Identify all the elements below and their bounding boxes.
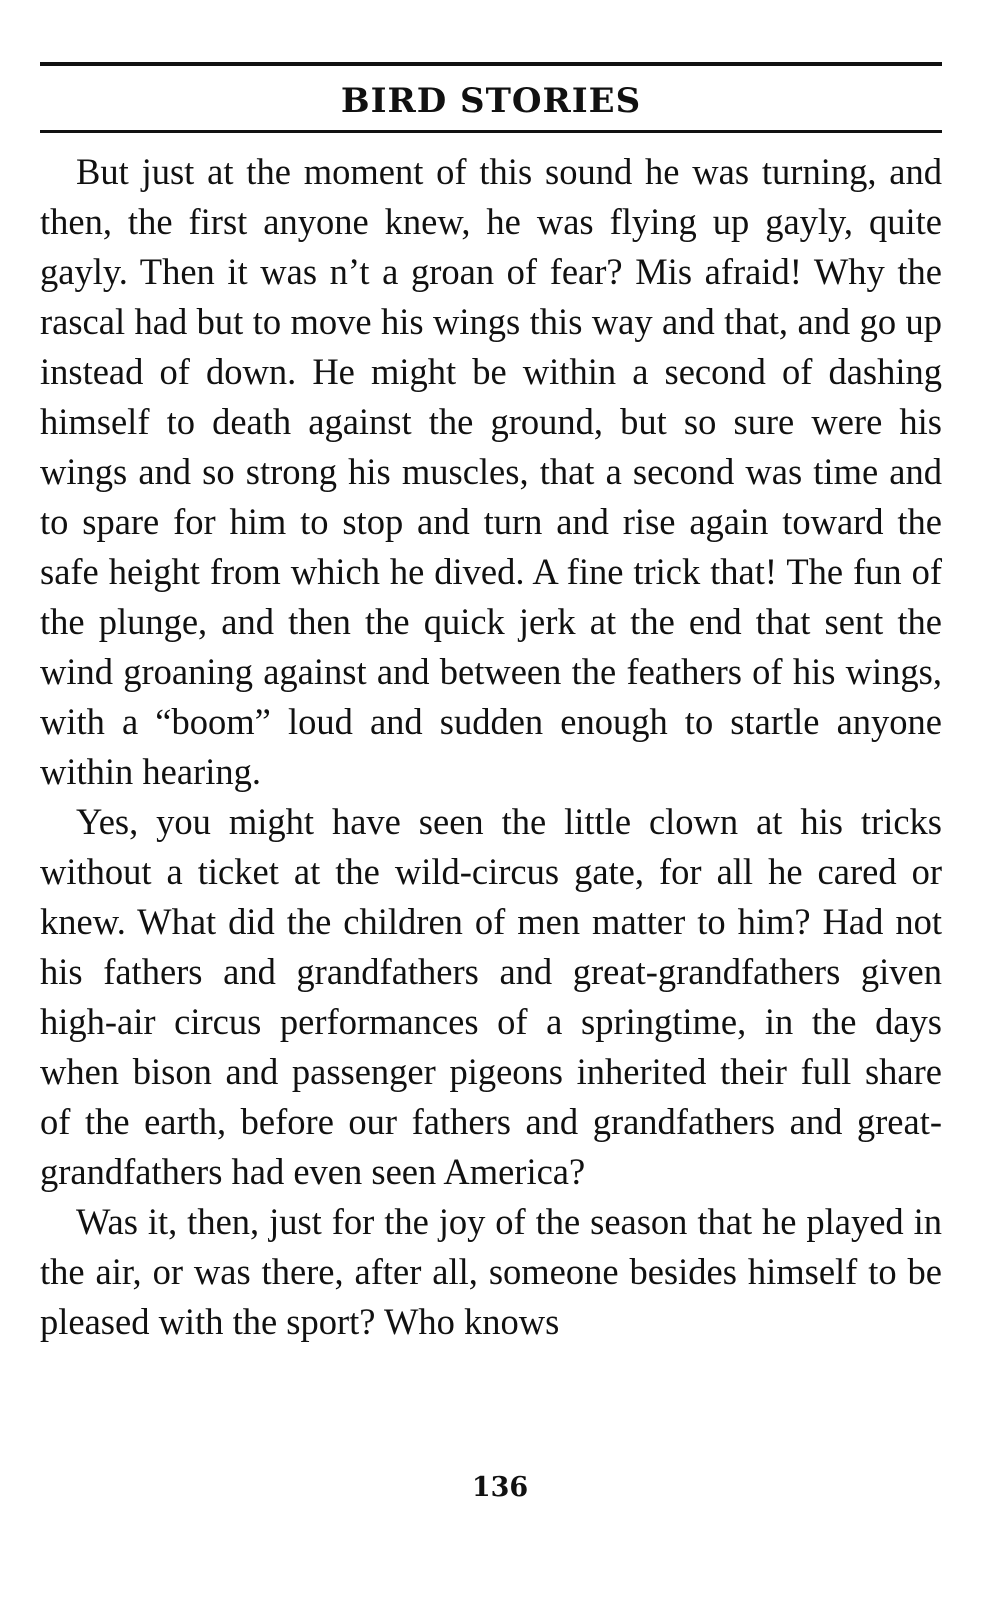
header-bottom-rule — [40, 130, 942, 133]
running-header: BIRD STORIES — [340, 81, 642, 121]
page — [40, 62, 942, 1347]
paragraph-3: Was it, then, just for the joy of the season that he played in the air, or was there, after all, someone besides himself to be pleased with the sport? Who knows — [40, 1201, 942, 1342]
page-number: 136 — [471, 1472, 529, 1503]
paragraph-1: But just at the moment of this sound he was turning, and then, the first anyone knew, he was flying up gayly, quite gayly. Then it was n’t a groan of fear? Mis afraid! Why the rascal had but to move his wings this way and that, and go up instead of down. He might be within a second of dashing himself to death against the ground, but so sure were his wings and so strong his muscles, that a second was time and to spare for him to stop and turn and rise again toward the safe height from which he dived. A fine trick that! The fun of the plunge, and then the quick jerk at the end that sent the wind groaning against and between the feathers of his wings, with a “boom” loud and sudden enough to startle anyone within hearing. — [40, 151, 942, 792]
paragraph-2: Yes, you might have seen the little clown at his tricks without a ticket at the wild-circus gate, for all he cared or knew. What did the children of men matter to him? Had not his fathers and grandfathers and great-grandfathers given high-air circus performances of a springtime, in the days when bison and passenger pigeons inherited their full share of the earth, before our fathers and grandfathers and great-grandfathers had even seen America? — [40, 801, 942, 1192]
body-text — [40, 147, 942, 1347]
